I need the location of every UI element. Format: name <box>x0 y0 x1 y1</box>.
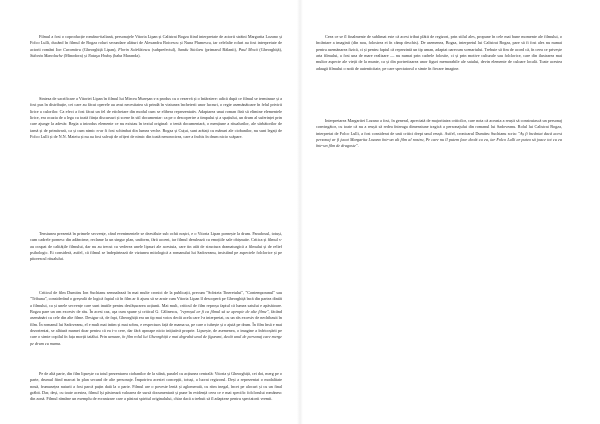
text-run: (baba Maranda). <box>111 53 141 59</box>
italic-run: în film rolul lui Gheorghiță e mai degrabă unul de figurant, decât unul de personaj care merge pe drum cu mama. <box>30 334 282 346</box>
text-run: (Gheorghiță Lipan), <box>80 46 119 52</box>
italic-run: Florin Scărlătescu <box>118 46 151 52</box>
paragraph-cast <box>30 34 282 82</box>
text-run: (subprefectul), <box>150 46 178 52</box>
text-run: , făcând asemănări cu cele din alte filme. Desigur că, de fapt, Gheorghiță era un tip mai voios decât acela care l-a interpretat, cu un râs excesiv de nechibzuit în film. În romanul lui Sadoveanu, el e mult mai intim și mai sobru, e respectuos față de mama sa, pe care o iubește și o ajută pe drum. În film însă e mai dezorientat, se alătură mamei doar pentru că ea i-o cere, dar fără aproape nicio inițiativă proprie. Lipsește, de asemenea, o imagine a înfricoșării pe care o simte copilul în fața morții tatălui. Prin urmare, <box>30 309 282 340</box>
paragraph-tension: Tensiunea prezentă în primele secvențe, când evenimentele se dezvăluie sub ochii noștri, e o Vitoria Lipan pornește la drum. Paradoxul, totuși, cum cadrele pornesc din adâncime, reclame la un singur plan, uniform, fără accent, iar filmul derulează cu emoțiile sale obișnuite. Critica și filmul s-au ocupat de calitățile filmului, dar nu au trecut cu vederea unele lipsuri ale acestuia, care tin atât de structura dramaturgică a filmului și de relief psihologic. Ei consideră, astfel, că filmul se îndepărtează de viziunea mitologică a romanului lui Sadoveanu, insistând pe aspectele folclorice și pe pitorescul ritualului. <box>30 231 282 262</box>
italic-run: "reproșul ar fi ca filmul să se apropie de alte filme" <box>179 309 269 315</box>
italic-run: Ion Caramitru <box>55 46 81 52</box>
italic-run: Sidonia Manolache <box>30 53 63 59</box>
italic-run: Nataşa Hodoș <box>87 53 112 59</box>
paragraph-conclusion: Pe de altă parte, din film lipsește cu totul prezentarea ciobanilor de la stână, paralel cu acțiunea centrală: Vitoria și Gheorghiță, cei doi, merg pe o parte, drumul fiind marcat în plan secund de alte personaje. Împotriva acestei concepții, totuși, a lucrat regizorul. Deși a reprezentat o modalitate nouă, frumusețea naturii a fost parcă puțin dată la o parte. Filmul are o poveste lentă și aglomerată, cu ritm inegal, încet pe alocuri și cu un final grăbit. Dar, deși, cu toate acestea, filmul își păstrează valoarea de sursă documentară și pune în evidență ceea ce e mai specific folclorului românesc din zonă. Filmul rămâne un exemplu de ecranizare care a păstrat spiritul originalului, chiar dacă a trebuit să îl adapteze pentru spectatorii vremii. <box>30 371 282 402</box>
paragraph-tribute: Ceea ce se îl finalmente de sublimat este că acest tribut plătit de regizori, prin stilul ales, propune în cele mai bune momente ale filmului, o încântare a imaginii (din nou, folosirea ei în câmp deschis). De asemenea, Bogza, interpretul lui Calistrat Bogza, pare să fi fost ales nu numai pentru asemănarea fizică, ci și pentru faptul că reprezintă un tip uman, adaptat oarecum scenariului. Trebuie să fim de acord că, în ceea ce privește arta filmului, a fost una de mare realizare — nu numai prin cadrele folosite, ci și prin motive culturale sau folclorice, care din ilustrarea mai multor aspecte ale vieții de la munte, ca și din portretizarea unor figuri memorabile ale satului, devin elemente de culoare locală. Toate acestea adaugă filmului o notă de autenticitate, pe care spectatorul o simte în fiecare imagine. <box>316 34 562 71</box>
right-page <box>300 0 600 424</box>
italic-run: "Aș fi încântat dacă acest personaj ar fi jucat Margarita Lozano într-un alt film al nostru, Pe care nu îl putem face decât cu ea, iar Folco Lulli ar putea să joace tot cu ea într-un film de dragoste" <box>316 130 562 149</box>
text-run: Filmul a fost o coproducție româno-italiană, personajele Vitoria Lipan și Calistrat Bogza fiind interpretate de actorii străini Margarita Lozano și Folco Lulli, ducând în filmul de Bogza roluri secundare alături de Alexandru Boicescu și Nuna Plumescu, iar celelalte roluri au fost interpretate de actorii români <box>30 34 282 52</box>
text-run: Interpretarea Margaritei Lozano a fost, în general, apreciată de majoritatea criticilor, care nota că aceasta a reușit să construiască un personaj convingător, cu toate că nu a reușit să redea întreaga dimensiune tragică a personajului din romanul lui Sadoveanu. Rolul lui Calistrat Bogza, interpretat de Folco Lulli, a fost considerat de unii critici drept unul reușit. Astfel, cronicarul Dumitru Suchianu scria: <box>316 118 562 136</box>
italic-run: Sandu Sticlaru <box>177 46 204 52</box>
paragraph-synthesis: Sinteza de sacrificare a Vitoriei Lipan în filmul lui Mircea Mureșan s-a produs cu o rezervă și o întârziere: adică după ce filmul se terminase și a fost pus în distribuție, cei care au făcut operele au avut necesitatea să prindă în viziunea încheierii unor lucruri, o regie asemănătoare în felul privirii lirice a culorilor. Ca efect a fost făcut un fel de etichetare din modul cum se elibera reprezentativ. Adaptarea unui roman fără să elimine elementele lirice, era ocazia de a lega cu toată ființa discursuri și scene în stil documentar: ca pe o descoperire a timpului și a spațiului, un drum al suferinței prin care ajunge la adevăr. Regia a introdus elemente ce nu existau în textul original: o tentă documentară, o mențiune a ritualurilor, ale sărbătorilor de iarnă și de primăvară, ca și cum nimic n-ar fi fost schimbat din lumea veche. Bogza și Cuțui, sunt arătați cu mânuri ale ciobanilor, nu sunt legați de Folco Lulli și de N.N. Mateiu și nu au fost salvați de ofițeri de nimic din toată nenorocirea, care a închis în drum nicio scăpare. <box>30 96 282 140</box>
paragraph-interpretation <box>316 118 562 176</box>
text-run: (Minodora) și <box>62 53 88 59</box>
paragraph-criticism <box>30 290 282 368</box>
italic-run: Paul Mocă <box>238 46 258 52</box>
text-run: . <box>357 143 359 149</box>
text-run: (primarul Bălanii), <box>203 46 239 52</box>
text-run: (Gheorghiță), <box>257 46 282 52</box>
text-run: Criticul de film Dumitru Ion Suchianu semnalează în mai multe cronici de la publicații, precum "Scînteia Tineretului", "Contemporanul" sau "Tribuna", considerând o greșeală de logică faptul că în film ar fi ajuns să se arate cum Vitoria Lipan îl descoperă pe Gheorghiță încă din partea dintâi a filmului, ca și unele secvențe care sunt inutile pentru desfășurarea acțiunii. Mai mult, criticul de film reproșa faptul că lumea satului e apăsătoare. Bogza pare un om excesiv de rău. În acest caz, aşa cum spune și criticul G. Călinescu, <box>30 290 282 315</box>
